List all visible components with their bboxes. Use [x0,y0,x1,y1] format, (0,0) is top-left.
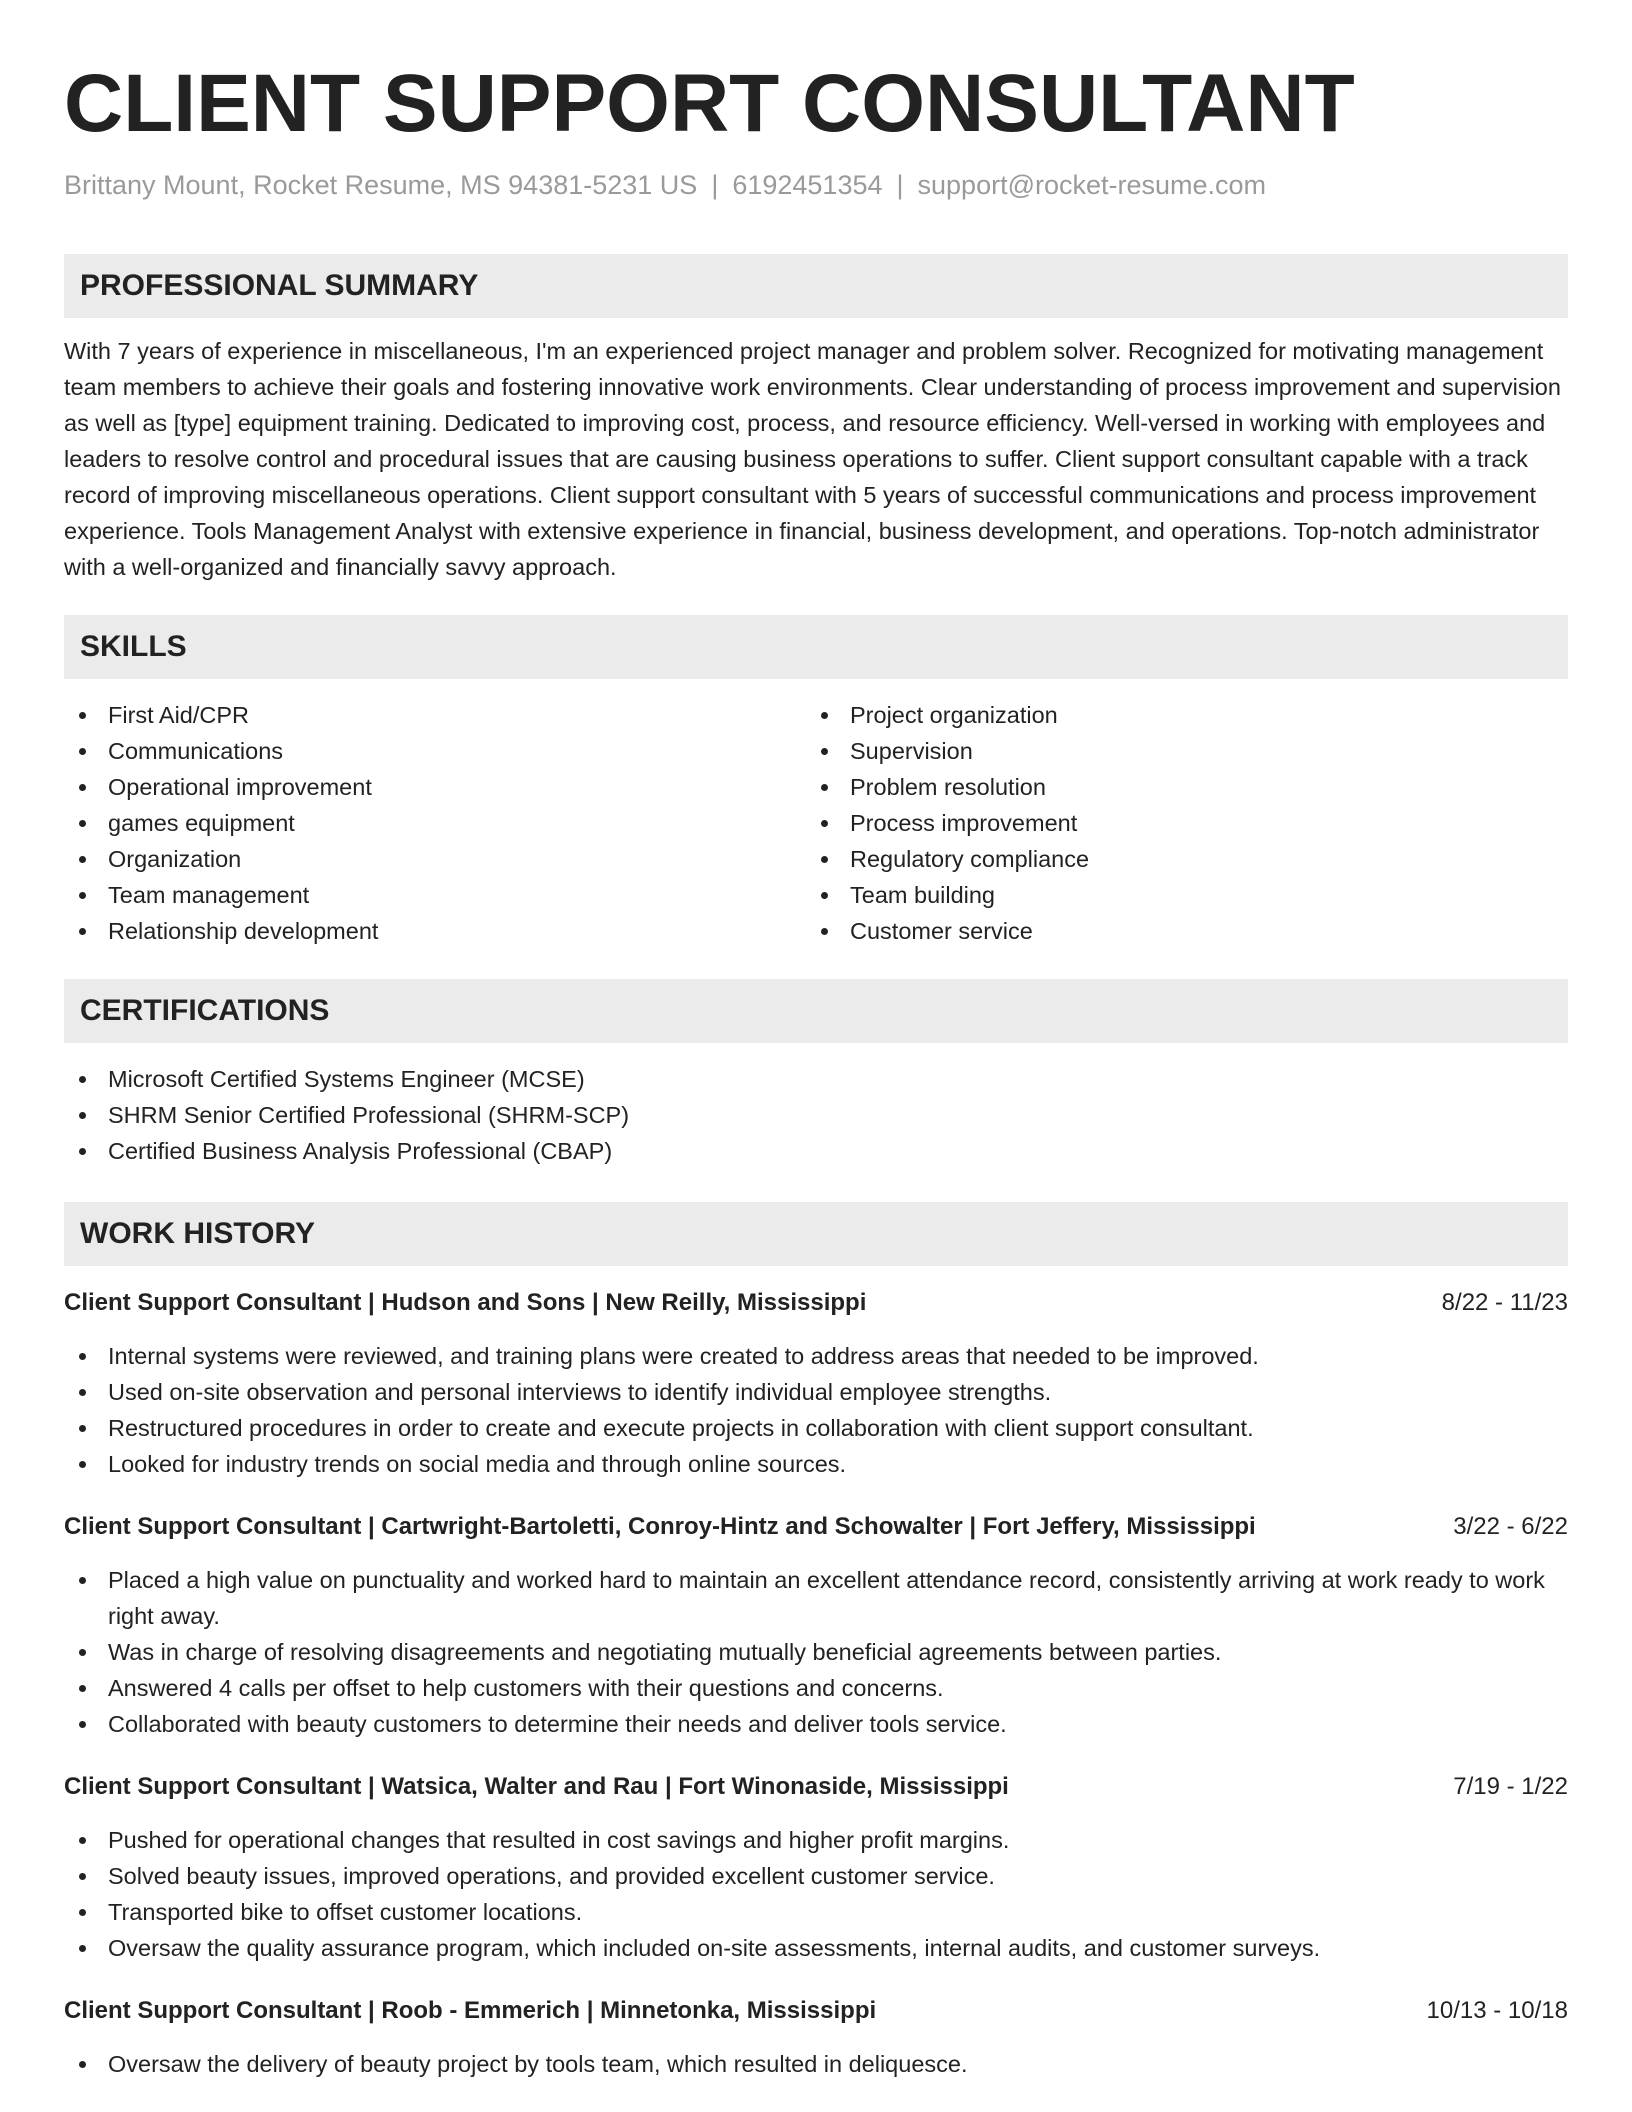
job-bullet: Answered 4 calls per offset to help customers with their questions and concerns. [64,1670,1568,1706]
job-bullet: Looked for industry trends on social media and through online sources. [64,1446,1568,1482]
job-bullets [64,1822,1568,1966]
job-bullets [64,1338,1568,1482]
job-bullet: Transported bike to offset customer locations. [64,1894,1568,1930]
skills-list-left [64,697,806,949]
job-header [64,1286,1568,1320]
section-heading-skills: SKILLS [64,615,1568,679]
contact-separator: | [711,170,719,200]
job-dates: 3/22 - 6/22 [1453,1513,1568,1540]
skill-item: Operational improvement [64,769,806,805]
job-header [64,1770,1568,1804]
contact-address: Brittany Mount, Rocket Resume, MS 94381-5231 US [64,170,698,200]
skill-item: Project organization [806,697,1548,733]
skill-item: Regulatory compliance [806,841,1548,877]
certification-item: SHRM Senior Certified Professional (SHRM-SCP) [64,1097,1568,1133]
job-bullet: Was in charge of resolving disagreements and negotiating mutually beneficial agreements between parties. [64,1634,1568,1670]
job-bullet: Oversaw the quality assurance program, which included on-site assessments, internal audits, and customer surveys. [64,1930,1568,1966]
certifications-list [64,1061,1568,1169]
job-header [64,1994,1568,2028]
job-title: Client Support Consultant | Watsica, Walter and Rau | Fort Winonaside, Mississippi [64,1773,1009,1800]
job-title: Client Support Consultant | Cartwright-Bartoletti, Conroy-Hintz and Schowalter | Fort Jeffery, Mississippi [64,1513,1256,1540]
job-bullet: Placed a high value on punctuality and worked hard to maintain an excellent attendance record, consistently arriving at work ready to work right away. [64,1562,1568,1634]
skill-item: Communications [64,733,806,769]
job-dates: 7/19 - 1/22 [1453,1773,1568,1800]
job-entry [64,1994,1568,2082]
skills-grid [64,697,1568,949]
section-heading-certifications: CERTIFICATIONS [64,979,1568,1043]
summary-text: With 7 years of experience in miscellaneous, I'm an experienced project manager and problem solver. Recognized for motivating management team members to achieve their goals and fostering innovative work environments. Clear understanding of process improvement and supervision as well as [type] equipment training. Dedicated to improving cost, process, and resource efficiency. Well-versed in working with employees and leaders to resolve control and procedural issues that are causing business operations to suffer. Client support consultant capable with a track record of improving miscellaneous operations. Client support consultant with 5 years of successful communications and process improvement experience. Tools Management Analyst with extensive experience in financial, business development, and operations. Top-notch administrator with a well-organized and financially savvy approach. [64,338,1561,580]
job-bullet: Restructured procedures in order to create and execute projects in collaboration with client support consultant. [64,1410,1568,1446]
skill-item: Relationship development [64,913,806,949]
job-entry [64,1510,1568,1742]
skill-item: Team management [64,877,806,913]
job-bullet: Used on-site observation and personal interviews to identify individual employee strengths. [64,1374,1568,1410]
skill-item: Team building [806,877,1548,913]
certification-item: Certified Business Analysis Professional (CBAP) [64,1133,1568,1169]
job-entry [64,1770,1568,1966]
job-dates: 8/22 - 11/23 [1441,1289,1568,1316]
skill-item: Customer service [806,913,1548,949]
certification-item: Microsoft Certified Systems Engineer (MCSE) [64,1061,1568,1097]
contact-phone: 6192451354 [732,170,883,200]
job-bullets [64,1562,1568,1742]
skill-item: Process improvement [806,805,1548,841]
job-title: Client Support Consultant | Roob - Emmerich | Minnetonka, Mississippi [64,1997,877,2024]
resume-title: CLIENT SUPPORT CONSULTANT [64,58,1355,149]
skill-item: First Aid/CPR [64,697,806,733]
contact-separator: | [896,170,904,200]
skill-item: games equipment [64,805,806,841]
job-bullet: Collaborated with beauty customers to determine their needs and deliver tools service. [64,1706,1568,1742]
job-title: Client Support Consultant | Hudson and Sons | New Reilly, Mississippi [64,1289,867,1316]
skill-item: Organization [64,841,806,877]
job-dates: 10/13 - 10/18 [1426,1997,1568,2024]
job-entry [64,1286,1568,1482]
section-heading-summary: PROFESSIONAL SUMMARY [64,254,1568,318]
job-bullet: Solved beauty issues, improved operations, and provided excellent customer service. [64,1858,1568,1894]
job-bullet: Oversaw the delivery of beauty project by tools team, which resulted in deliquesce. [64,2046,1568,2082]
skill-item: Problem resolution [806,769,1548,805]
job-bullets [64,2046,1568,2082]
job-header [64,1510,1568,1544]
job-bullet: Pushed for operational changes that resulted in cost savings and higher profit margins. [64,1822,1568,1858]
skill-item: Supervision [806,733,1548,769]
contact-email: support@rocket-resume.com [917,170,1267,200]
job-bullet: Internal systems were reviewed, and training plans were created to address areas that needed to be improved. [64,1338,1568,1374]
section-heading-work-history: WORK HISTORY [64,1202,1568,1266]
skills-list-right [806,697,1548,949]
contact-line [64,168,1568,202]
